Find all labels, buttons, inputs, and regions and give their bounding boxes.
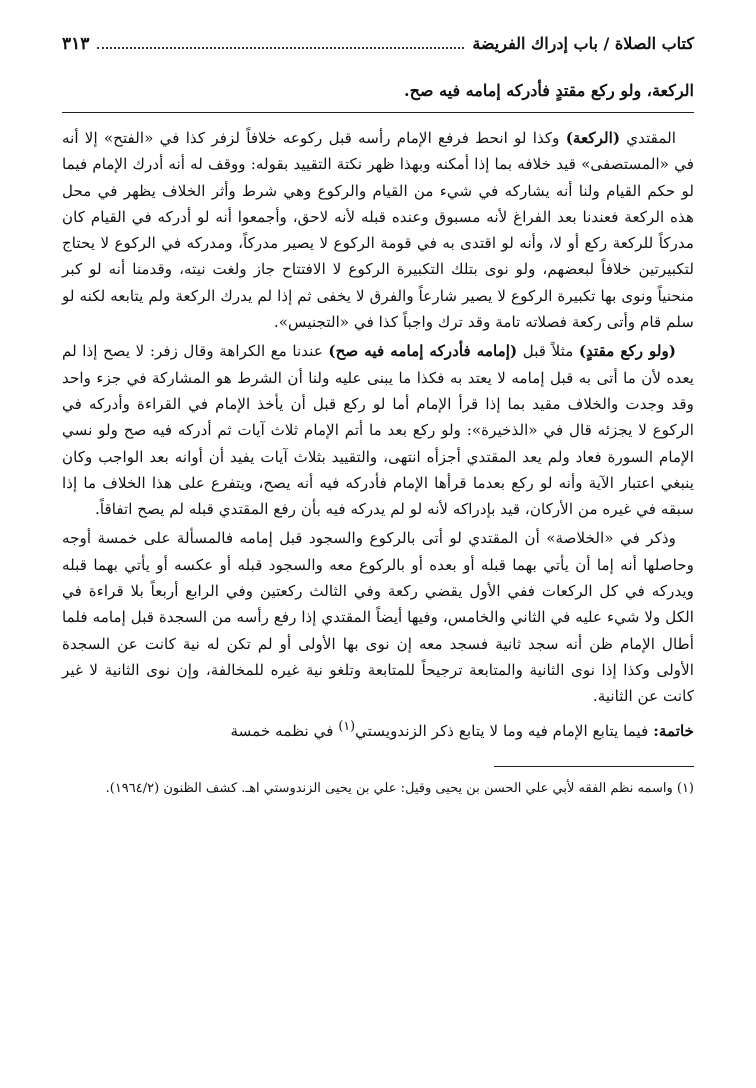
text-segment: وذكر في «الخلاصة» أن المقتدي لو أتى بالركوع والسجود قبل إمامه فالمسألة على خمسة أوجه وحاصلها أنه إما أن يأتي بهما قبله أو بعده أو بالركوع معه والسجود قبله أو عكسه أو يأتي بهما قبله ويدركه في كل الركعات ففي الأول يقضي ركعة وفي الثالث ركعتين وفي الرابع أربعاً بلا قراءة في الكل ولا شيء عليه في الثاني والخامس، وفيها أيضاً المقتدي إذا رفع رأسه من السجدة قبل إمامه فلما أطال الإمام ظن أنه سجد ثانية فسجد معه إن نوى بها الأولى أو لم تكن له نية كانت عن السجدة الأولى وكذا إذا نوى الثانية والمتابعة ترجيحاً للمتابعة وتلغو نية غيره للمخالفة، وإن نوى الثانية لا غير كانت عن الثانية. xyxy=(62,529,694,706)
commentary-paragraph xyxy=(62,338,694,522)
matn-divider xyxy=(62,112,694,113)
commentary-paragraph xyxy=(62,713,694,744)
commentary-paragraph xyxy=(62,125,694,335)
bold-matn-quote: خاتمة: xyxy=(653,721,694,740)
commentary-paragraph xyxy=(62,525,694,709)
footnote-1: (١) واسمه نظم الفقه لأبي علي الحسن بن يحيى وقيل: علي بن يحيى الزندوستي اهـ. كشف الظنون (١٩٦٤/٢). xyxy=(105,780,694,796)
text-segment: وكذا لو انحط فرفع الإمام رأسه قبل ركوعه خلافاً لزفر كذا في «الفتح» إلا أنه في «المستصفى» قيد خلافه بما إذا أمكنه وبهذا ظهر نكتة التقييد بقوله: ووقف له أنه أدرك الإمام فيما لو حكم القيام ولنا أنه يشاركه في شيء من القيام والركوع وهي شرط وأثر الخلاف يظهر في محل هذه الركعة فعندنا بعد الفراغ لأنه مسبوق وعنده قبله لأنه لاحق، وأجمعوا أنه لو أدركه في القيام كان مدركاً للركعة ركع أو لا، وأنه لو اقتدى به في قومة الركوع لا يصير مدركاً، ومدركه في الركوع لا يحتاج لتكبيرتين خلافاً لبعضهم، ولو نوى بتلك التكبيرة الركوع لا الافتتاح جاز ولغت نيته، وقدمنا أنه لو كبر منحنياً ونوى بها تكبيرة الركوع لا يصير شارعاً والفرق لا يخفى ثم إذا لم يدرك الركعة ولم يتابعه لكنه لو سلم قام وأتى ركعة فصلاته تامة وقد ترك واجباً كذا في «التجنيس». xyxy=(62,129,694,332)
header-title: كتاب الصلاة / باب إدراك الفريضة xyxy=(472,34,694,53)
text-segment: فيما يتابع الإمام فيه وما لا يتابع ذكر الزندويستي xyxy=(355,721,654,740)
text-segment: عندنا مع الكراهة وقال زفر: لا يصح إذا لم يعده لأن ما أتى به قبل إمامه لا يعتد به فكذا ما يبنى عليه ولنا أن الشرط هو المشاركة في جزء واحد وقد وجدت والخلاف مقيد بما إذا قرأ الإمام أما لو ركع قبل أن يأخذ الإمام في القراءة وأدركه في الركوع لا يجزئه قال في «الذخيرة»: ولو ركع بعد ما أتم الإمام ثلاث آيات ثم أدركه فيه صح ولو نسي الإمام السورة فعاد ولم يعد المقتدي أجزأه انتهى، والتقييد بثلاث آيات يفيد أن أوانه بعد الواجب وكان ينبغي اعتبار الآية وأنه لو ركع بعدما قرأها الإمام فأدركه فيه أنه يصح، ويتفرع على هذا الخلاف ما إذا سبقه في غيره من الأركان، قيد بإدراكه لأنه لو لم يدركه فيه بأن رفع المقتدي قبله لم يصح اتفاقاً. xyxy=(62,342,694,519)
text-segment: في نظمه خمسة xyxy=(230,721,339,740)
page-number: ٣١٣ xyxy=(62,34,90,54)
footnote-marker: (١) xyxy=(338,717,356,733)
bold-matn-quote: (إمامه فأدركه إمامه فيه صح) xyxy=(328,342,518,361)
footnote-section xyxy=(62,777,694,801)
text-segment: المقتدي xyxy=(620,129,676,147)
running-header xyxy=(62,34,694,62)
footnote-divider xyxy=(494,766,694,767)
matn-text: الركعة، ولو ركع مقتدٍ فأدركه إمامه فيه صح. xyxy=(404,81,694,100)
bold-matn-quote: (ولو ركع مقتدٍ) xyxy=(578,342,676,361)
header-dotted-leader xyxy=(97,47,464,49)
text-segment: مثلاً قبل xyxy=(517,342,579,361)
commentary-body xyxy=(62,125,694,744)
bold-matn-quote: (الركعة) xyxy=(565,129,621,147)
